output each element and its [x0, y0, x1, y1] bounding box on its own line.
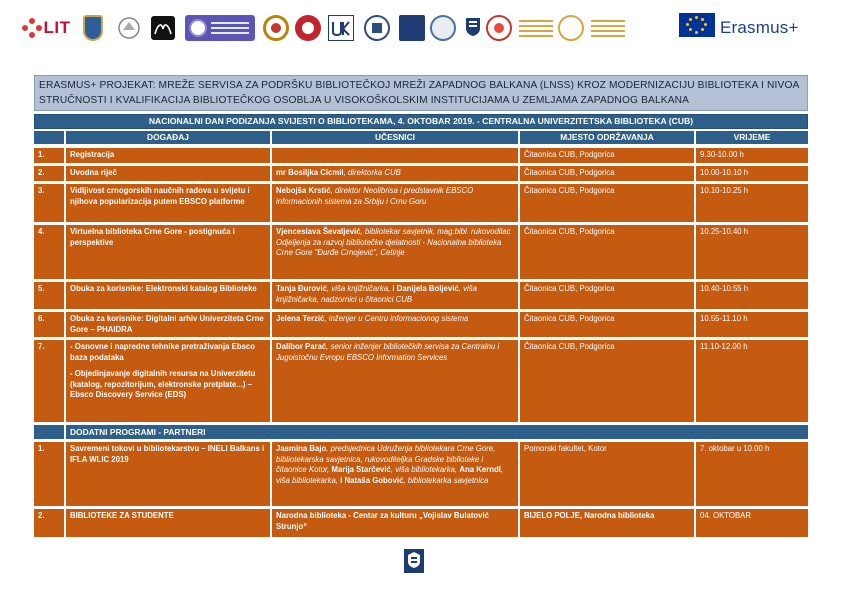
- table-header-row: [34, 131, 808, 144]
- participant-name: i Danijela Boljević: [392, 284, 459, 293]
- participant-name: Ana Kerndl: [459, 465, 501, 474]
- participant-role: , predsjednica Udruženja bibliotekara Crne Gore, bibliotekarska savjetnica, rukovoditeljka Gradske biblioteke i čitaonice Kotor,: [276, 444, 496, 474]
- ucg-logo: [462, 10, 484, 46]
- participant-name: Nebojša Krstić: [276, 186, 331, 195]
- row-event: Registracija: [66, 148, 270, 163]
- row-venue: Čitaonica CUB, Podgorica: [520, 184, 694, 222]
- row-event: Vidljivost crnogorskih naučnih radova u svijetu i njihova popularizacija putem EBSCO platforme: [66, 184, 270, 222]
- national-university-library-logo: [586, 10, 630, 46]
- lit-wordmark: LIT: [43, 18, 71, 37]
- row-number: 1.: [34, 148, 64, 163]
- university-seal-logo: [262, 10, 290, 46]
- ucg-footer-logo: [404, 549, 424, 573]
- header-time: VRIJEME: [696, 131, 808, 144]
- row-time: 11.10-12.00 h: [696, 340, 808, 422]
- row-time: 10.40-10.55 h: [696, 282, 808, 309]
- national-library-seal-logo: [558, 10, 584, 46]
- row-participants: [272, 282, 518, 309]
- participant-name: Jasmina Bajo: [276, 444, 327, 453]
- row-number: 2.: [34, 509, 64, 537]
- uk-logo: [326, 10, 356, 46]
- row-venue: Čitaonica CUB, Podgorica: [520, 225, 694, 279]
- table-row: [34, 282, 808, 309]
- row-time: 10.10-10.25 h: [696, 184, 808, 222]
- row-event: Obuka za korisnike: Elektronski katalog Biblioteke: [66, 282, 270, 309]
- event-topic: - Osnovne i napredne tehnike pretraživanja Ebsco baza podataka: [70, 342, 256, 362]
- red-circle-logo: [294, 10, 322, 46]
- row-venue: Čitaonica CUB, Podgorica: [520, 282, 694, 309]
- lit-logo: [16, 10, 76, 46]
- row-participants: [272, 148, 518, 163]
- header-participants: UČESNICI: [272, 131, 518, 144]
- section-header-row: [34, 425, 808, 439]
- row-time: 10.25-10.40 h: [696, 225, 808, 279]
- library-bosnia-logo: [516, 10, 556, 46]
- partner-logos: [16, 10, 828, 46]
- row-participants: [272, 225, 518, 279]
- row-participants: [272, 166, 518, 181]
- row-number: 1.: [34, 442, 64, 506]
- participant-name: Tanja Đurović: [276, 284, 327, 293]
- table-row: [34, 442, 808, 506]
- participant-role: , direktorka CUB: [343, 168, 401, 177]
- row-number: 2.: [34, 166, 64, 181]
- table-row: [34, 225, 808, 279]
- faculty-seal-logo: [362, 10, 392, 46]
- row-venue: Čitaonica CUB, Podgorica: [520, 166, 694, 181]
- university-bujqesor-tirana-logo: [184, 10, 256, 46]
- row-participants: [272, 509, 518, 537]
- row-event: [66, 340, 270, 422]
- header-venue: MJESTO ODRŽAVANJA: [520, 131, 694, 144]
- participant-name: mr Bosiljka Cicmil: [276, 168, 344, 177]
- event-title: NACIONALNI DAN PODIZANJA SVIJESTI O BIBLIOTEKAMA, 4. OKTOBAR 2019. - CENTRALNA UNIVERZITETSKA BIBLIOTEKA (CUB): [34, 114, 808, 129]
- table-row: [34, 509, 808, 537]
- section-number-cell: [34, 425, 64, 439]
- table-row: [34, 312, 808, 337]
- row-time: 10.55-11.10 h: [696, 312, 808, 337]
- table-row: [34, 184, 808, 222]
- participant-role: , bibliotekar savjetnik, mag.bibl. rukovodilac Odjeljenja za razvoj bibliotečke djelatnosti - Nacionalna biblioteka Crne Gore "Đurđe Crnojević", Cetinje: [276, 227, 511, 257]
- row-event: Obuka za korisnike: Digitalni arhiv Univerziteta Crne Gore – PHAIDRA: [66, 312, 270, 337]
- project-title: ERASMUS+ PROJEKAT: MREŽE SERVISA ZA PODRŠKU BIBLIOTEČKOJ MREŽI ZAPADNOG BALKANA (LNSS) KROZ MODERNIZACIJU BIBLIOTEKA I NIVOA STRUČNOSTI I KVALIFIKACIJA BIBLIOTEČKOG OSOBLJA U VISOKOŠKOLSKIM INSTITUCIJAMA U ZEMLJAMA ZAPADNOG BALKANA: [34, 75, 808, 111]
- row-number: 3.: [34, 184, 64, 222]
- table-row: [34, 340, 808, 422]
- erasmus-wordmark: Erasmus+: [720, 18, 799, 37]
- participant-role: , direktor Neolibrisa i predstavnik EBSCO informacionih sistema za Srbiju i Crnu Goru: [276, 186, 474, 206]
- row-participants: [272, 184, 518, 222]
- row-event: Virtuelna biblioteka Crne Gore - postignuća i perspektive: [66, 225, 270, 279]
- row-time: 7. oktobar u 10.00 h: [696, 442, 808, 506]
- participant-name: i Nataša Gobović: [340, 475, 404, 485]
- blue-square-seal-logo: [398, 10, 426, 46]
- row-participants: [272, 442, 518, 506]
- row-venue: Pomorski fakultet, Kotor: [520, 442, 694, 506]
- row-venue: BIJELO POLJE, Narodna biblioteka: [520, 509, 694, 537]
- participant-role: , inženjer u Centru informacionog sistema: [324, 314, 469, 323]
- participant-name: Vjenceslava Ševaljević: [276, 227, 361, 236]
- eu-flag-icon: [679, 13, 715, 37]
- row-event: Uvodna riječ: [66, 166, 270, 181]
- row-number: 6.: [34, 312, 64, 337]
- participant-name: Dalibor Parać: [276, 342, 327, 351]
- participant-name: Jelena Terzić: [276, 314, 325, 323]
- row-number: 5.: [34, 282, 64, 309]
- circular-library-seal-logo: [430, 10, 456, 46]
- row-event: BIBLIOTEKE ZA STUDENTE: [66, 509, 270, 537]
- row-venue: Čitaonica CUB, Podgorica: [520, 148, 694, 163]
- row-participants: [272, 312, 518, 337]
- participant-name: Narodna biblioteka - Centar za kulturu „Vojislav Bulatović Strunjo“: [276, 511, 490, 531]
- participant-role: , bibliotekarka savjetnica: [403, 475, 489, 485]
- participant-role: , viša bibliotekarka,: [276, 465, 504, 485]
- row-time: 9.30-10.00 h: [696, 148, 808, 163]
- middlesex-university-logo: [150, 10, 176, 46]
- header-number-cell: [34, 131, 64, 144]
- university-crest-logo: [80, 10, 106, 46]
- row-event: Savremeni tokovi u bibliotekarstvu – INELI Balkans i IFLA WLIC 2019: [66, 442, 270, 506]
- event-topic: - Objedinjavanje digitalnih resursa na Univerzitetu (katalog, repozitorijum, elektronske pretplate...) – Ebsco Discovery Service (EDS): [70, 369, 256, 399]
- row-time: 10.00-10.10 h: [696, 166, 808, 181]
- university-of-graz-logo: [114, 10, 144, 46]
- participant-role: , senior inženjer bibliotečkih servisa za Centralnu i Jugoistočnu Evropu EBSCO Information Services: [276, 342, 500, 362]
- section-title: DODATNI PROGRAMI - PARTNERI: [66, 425, 808, 439]
- participant-role: , viša knjižničarka,: [326, 284, 393, 293]
- row-venue: Čitaonica CUB, Podgorica: [520, 340, 694, 422]
- red-seal-logo: [486, 10, 512, 46]
- row-number: 4.: [34, 225, 64, 279]
- table-row: [34, 148, 808, 163]
- participant-role: , viša bibliotekarka,: [390, 465, 460, 474]
- row-participants: [272, 340, 518, 422]
- lit-dots-icon: [22, 18, 42, 38]
- participant-role: , viša knjižničarka, nadzornici u čitaonici CUB: [276, 284, 477, 304]
- row-venue: Čitaonica CUB, Podgorica: [520, 312, 694, 337]
- header-event: DOGAĐAJ: [66, 131, 270, 144]
- row-number: 7.: [34, 340, 64, 422]
- row-time: 04. OKTOBAR: [696, 509, 808, 537]
- table-row: [34, 166, 808, 181]
- participant-name: Marija Starčević: [331, 465, 391, 474]
